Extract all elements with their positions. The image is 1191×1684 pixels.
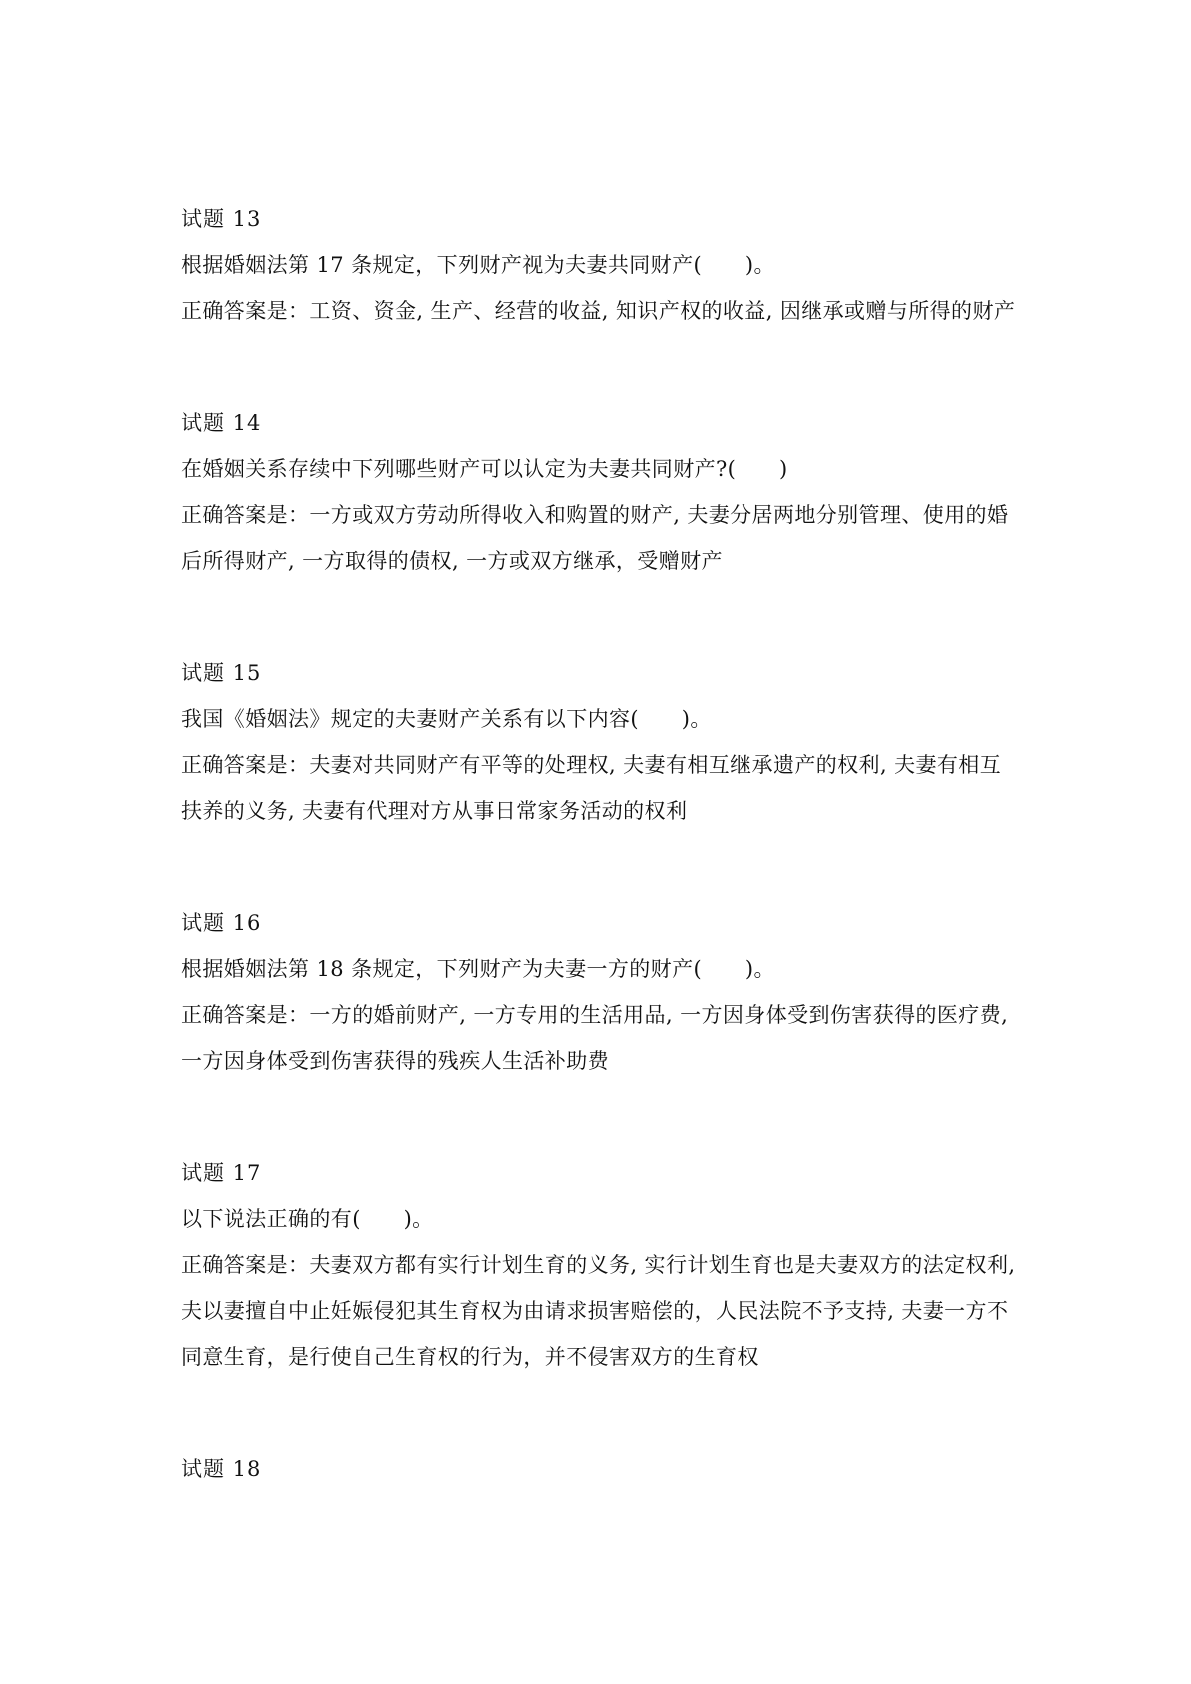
question-stem: 在婚姻关系存续中下列哪些财产可以认定为夫妻共同财产?( ) <box>181 457 788 481</box>
question-list <box>181 196 1021 1492</box>
question-title: 试题 18 <box>181 1457 262 1481</box>
question-title: 试题 13 <box>181 207 262 231</box>
question-stem: 我国《婚姻法》规定的夫妻财产关系有以下内容( )。 <box>181 707 712 731</box>
question-title: 试题 16 <box>181 911 262 935</box>
question-answer: 正确答案是：夫妻对共同财产有平等的处理权, 夫妻有相互继承遗产的权利, 夫妻有相互扶养的义务, 夫妻有代理对方从事日常家务活动的权利 <box>181 753 1002 823</box>
question-18 <box>181 1446 1021 1492</box>
question-answer: 正确答案是：一方或双方劳动所得收入和购置的财产, 夫妻分居两地分别管理、使用的婚后所得财产, 一方取得的债权, 一方或双方继承，受赠财产 <box>181 503 1009 573</box>
question-stem: 根据婚姻法第 18 条规定，下列财产为夫妻一方的财产( )。 <box>181 957 775 981</box>
question-17 <box>181 1150 1021 1380</box>
question-13 <box>181 196 1021 334</box>
question-title: 试题 15 <box>181 661 262 685</box>
question-16 <box>181 900 1021 1084</box>
question-15 <box>181 650 1021 834</box>
question-stem: 以下说法正确的有( )。 <box>181 1207 434 1231</box>
question-title: 试题 17 <box>181 1161 262 1185</box>
question-answer: 正确答案是：夫妻双方都有实行计划生育的义务, 实行计划生育也是夫妻双方的法定权利, 夫以妻擅自中止妊娠侵犯其生育权为由请求损害赔偿的，人民法院不予支持, 夫妻一方不同意生育，是行使自己生育权的行为，并不侵害双方的生育权 <box>181 1253 1016 1369</box>
question-stem: 根据婚姻法第 17 条规定，下列财产视为夫妻共同财产( )。 <box>181 253 775 277</box>
question-answer: 正确答案是：工资、资金, 生产、经营的收益, 知识产权的收益, 因继承或赠与所得的财产 <box>181 299 1016 323</box>
question-14 <box>181 400 1021 584</box>
question-title: 试题 14 <box>181 411 262 435</box>
question-answer: 正确答案是：一方的婚前财产, 一方专用的生活用品, 一方因身体受到伤害获得的医疗费, 一方因身体受到伤害获得的残疾人生活补助费 <box>181 1003 1009 1073</box>
